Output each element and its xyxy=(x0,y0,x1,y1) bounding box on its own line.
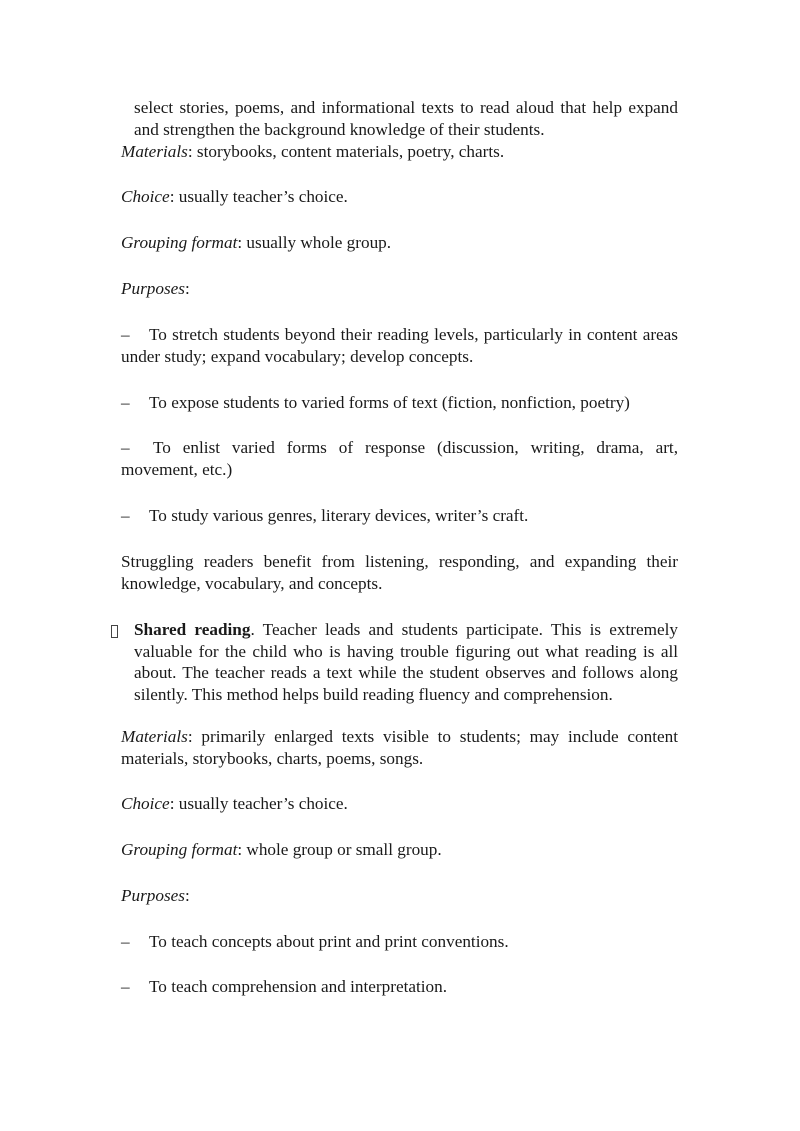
materials-line xyxy=(121,726,678,769)
choice-line xyxy=(121,793,678,815)
purposes-colon: : xyxy=(184,279,190,298)
purposes-heading xyxy=(121,278,678,300)
grouping-text: : usually whole group. xyxy=(237,233,392,252)
struggling-readers-note: Struggling readers benefit from listening, responding, and expanding their knowledge, vocabulary, and concepts. xyxy=(121,552,678,593)
choice-text: : usually teacher’s choice. xyxy=(169,187,348,206)
grouping-text: : whole group or small group. xyxy=(237,840,442,859)
choice-label: Choice xyxy=(121,187,170,206)
dash-marker: – xyxy=(121,393,130,412)
purposes-label: Purposes xyxy=(121,279,185,298)
intro-paragraph: select stories, poems, and informational texts to read aloud that help expand and strengthen the background knowledge of their students. xyxy=(134,98,678,139)
grouping-line xyxy=(121,839,678,861)
purposes-colon: : xyxy=(184,886,190,905)
purpose-item xyxy=(121,931,678,953)
grouping-label: Grouping format xyxy=(121,233,238,252)
grouping-line xyxy=(121,232,678,254)
dash-marker: – xyxy=(121,325,130,344)
bullet-icon xyxy=(111,625,118,638)
purpose-item xyxy=(121,505,678,527)
purposes-heading xyxy=(121,885,678,907)
materials-label: Materials xyxy=(121,727,188,746)
purpose-text: To study various genres, literary devices, writer’s craft. xyxy=(149,506,529,525)
dash-marker: – xyxy=(121,506,130,525)
purpose-text: To stretch students beyond their reading levels, particularly in content areas under study; expand vocabulary; develop concepts. xyxy=(121,325,678,366)
shared-reading-heading: Shared reading xyxy=(134,620,251,639)
purpose-text: To teach comprehension and interpretation. xyxy=(149,977,448,996)
shared-reading-paragraph xyxy=(121,619,678,705)
shared-reading-text: . Teacher leads and students participate. This is extremely valuable for the child who is having trouble figuring out what reading is all about. The teacher reads a text while the student observes and follows along silently. This method helps build reading fluency and comprehension. xyxy=(134,620,678,704)
grouping-label: Grouping format xyxy=(121,840,238,859)
dash-marker: – xyxy=(121,438,130,457)
purpose-text: To expose students to varied forms of text (fiction, nonfiction, poetry) xyxy=(149,393,630,412)
choice-label: Choice xyxy=(121,794,170,813)
materials-text: : primarily enlarged texts visible to students; may include content materials, storybooks, charts, poems, songs. xyxy=(121,727,678,768)
purpose-item xyxy=(121,392,678,414)
dash-marker: – xyxy=(121,977,130,996)
purposes-label: Purposes xyxy=(121,886,185,905)
purpose-item xyxy=(121,324,678,367)
purpose-item xyxy=(121,437,678,480)
materials-text: : storybooks, content materials, poetry, charts. xyxy=(187,142,505,161)
purpose-text: To enlist varied forms of response (discussion, writing, drama, art, movement, etc.) xyxy=(121,438,678,479)
choice-text: : usually teacher’s choice. xyxy=(169,794,348,813)
purpose-text: To teach concepts about print and print conventions. xyxy=(149,932,509,951)
purpose-item xyxy=(121,976,678,998)
dash-marker: – xyxy=(121,932,130,951)
materials-line xyxy=(121,141,678,163)
materials-label: Materials xyxy=(121,142,188,161)
choice-line xyxy=(121,186,678,208)
